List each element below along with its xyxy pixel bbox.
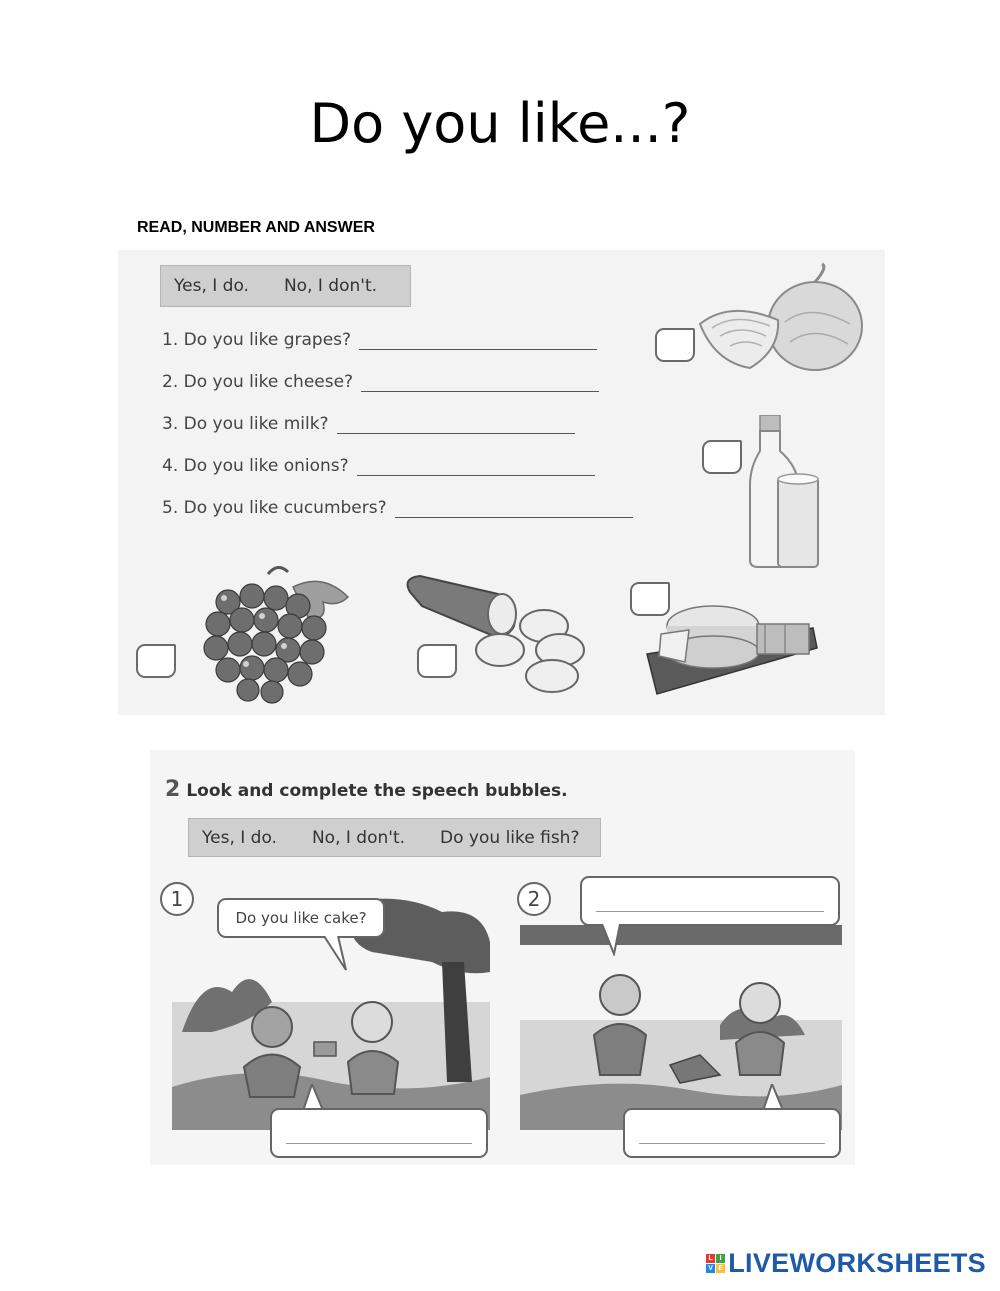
scene2-answer-bubble-top[interactable] (580, 876, 840, 926)
section1-instruction: READ, NUMBER AND ANSWER (137, 219, 375, 236)
scene1-answer-bubble[interactable] (270, 1108, 488, 1158)
onion-image (690, 262, 865, 374)
number-box-onion[interactable] (655, 328, 695, 362)
word-yes: Yes, I do. (174, 276, 249, 296)
scene1-speech-bubble (217, 898, 385, 938)
question-3 (162, 414, 575, 434)
question-text: 2. Do you like cheese? (162, 372, 354, 392)
bubble-tail (600, 924, 624, 956)
answer-field[interactable] (357, 461, 595, 476)
bubble-tail (760, 1084, 786, 1110)
number-box-milk[interactable] (702, 440, 742, 474)
word-yes: Yes, I do. (202, 827, 277, 848)
question-5 (162, 498, 633, 518)
section2-number: 2 (165, 777, 181, 802)
answer-field[interactable] (337, 419, 575, 434)
word-no: No, I don't. (283, 276, 378, 296)
question-text: 1. Do you like grapes? (162, 330, 352, 350)
logo-text: LIVEWORKSHEETS (728, 1248, 986, 1278)
milk-image (748, 415, 823, 570)
answer-field[interactable] (359, 335, 597, 350)
question-2 (162, 372, 599, 392)
scene2-answer-bubble-bottom[interactable] (623, 1108, 841, 1158)
liveworksheets-logo (706, 1248, 986, 1279)
page-title: Do you like...? (309, 92, 691, 155)
question-1 (162, 330, 597, 350)
logo-tile: V (706, 1264, 715, 1273)
answer-line (639, 1143, 825, 1144)
section1-word-box (160, 265, 411, 307)
question-text: 4. Do you like onions? (162, 456, 349, 476)
word-no: No, I don't. (311, 827, 406, 848)
question-4 (162, 456, 595, 476)
section2-heading (165, 777, 568, 802)
answer-line (286, 1143, 472, 1144)
grapes-image (198, 562, 360, 707)
bubble-tail (322, 936, 348, 972)
scene1-number: 1 (160, 882, 194, 916)
cucumber-image (402, 570, 594, 702)
section2-heading-text: Look and complete the speech bubbles. (186, 781, 568, 801)
logo-tile: E (716, 1264, 725, 1273)
logo-tile: I (716, 1254, 725, 1263)
question-text: 5. Do you like cucumbers? (162, 498, 387, 518)
answer-field[interactable] (361, 377, 599, 392)
answer-field[interactable] (395, 503, 633, 518)
scene2-number: 2 (517, 882, 551, 916)
scene1-bubble-text: Do you like cake? (235, 909, 367, 927)
logo-tile: L (706, 1254, 715, 1263)
number-box-grapes[interactable] (136, 644, 176, 678)
liveworksheets-icon (706, 1254, 725, 1273)
word-question: Do you like fish? (440, 827, 580, 848)
bubble-tail (300, 1084, 326, 1110)
cheese-image (645, 590, 820, 700)
question-text: 3. Do you like milk? (162, 414, 329, 434)
section2-word-box (188, 818, 601, 857)
answer-line (596, 911, 824, 912)
picnic-scene-2 (520, 925, 842, 1130)
